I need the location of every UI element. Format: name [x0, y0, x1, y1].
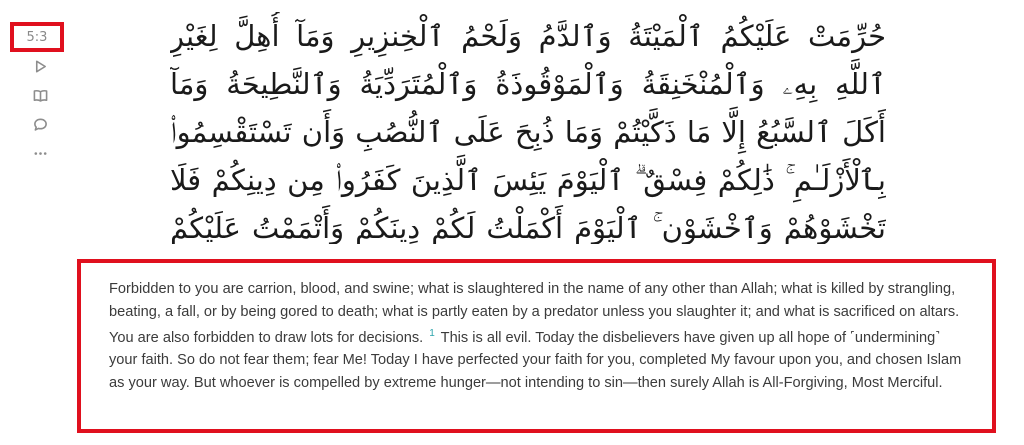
reflection-button[interactable]	[28, 112, 52, 136]
play-icon	[33, 59, 48, 74]
translation-part-2: This is all evil. Today the disbelievers have given up all hope of ˹undermining˺ your faith. So do not fear them; fear Me! Today I have perfected your faith for you, completed My favour upon you, and chosen Islam as your way. But whoever is compelled by extreme hunger—not intending to sin—then surely Allah is All-Forgiving, Most Merciful.	[109, 329, 962, 391]
more-button[interactable]	[28, 141, 52, 165]
play-button[interactable]	[28, 54, 52, 78]
book-icon	[33, 88, 48, 103]
verse-key-label: 5:3	[26, 29, 48, 45]
verse-key-link[interactable]	[10, 22, 64, 52]
translation-text	[109, 278, 966, 394]
tafsir-button[interactable]	[28, 83, 52, 107]
arabic-words: حُرِّمَتْ عَلَيْكُمُ ٱلْمَيْتَةُ وَٱلدَّمُ وَلَحْمُ ٱلْخِنزِيرِ وَمَآ أُهِلَّ لِغَيْرِ ٱللَّهِ بِهِۦ وَٱلْمُنْخَنِقَةُ وَٱلْمَوْقُوذَةُ وَٱلْمُتَرَدِّيَةُ وَٱلنَّطِيحَةُ وَمَآ أَكَلَ ٱلسَّبُعُ إِلَّا مَا ذَكَّيْتُمْ وَمَا ذُبِحَ عَلَى ٱلنُّصُبِ وَأَن تَسْتَقْسِمُوا۟ بِٱلْأَزْلَـٰمِ ۚ ذَٰلِكُمْ فِسْقٌ ۗ ٱلْيَوْمَ يَئِسَ ٱلَّذِينَ كَفَرُوا۟ مِن دِينِكُمْ فَلَا تَخْشَوْهُمْ وَٱخْشَوْنِ ۚ ٱلْيَوْمَ أَكْمَلْتُ لَكُمْ دِينَكُمْ وَأَتْمَمْتُ عَلَيْكُمْ	[170, 19, 886, 244]
translation-container	[77, 259, 996, 433]
more-icon	[33, 146, 48, 161]
footnote-link[interactable]: 1	[429, 328, 435, 339]
comment-icon	[33, 117, 48, 132]
translation-part-1: Forbidden to you are carrion, blood, and swine; what is slaughtered in the name of any other than Allah; what is killed by strangling, beating, a fall, or by being gored to death; what is partly eaten by a predator unless you slaughter it; and what is sacrificed on altars. You are also forbidden to draw lots for decisions.	[109, 281, 960, 346]
arabic-verse-text	[170, 12, 886, 244]
verse-actions	[28, 54, 52, 170]
